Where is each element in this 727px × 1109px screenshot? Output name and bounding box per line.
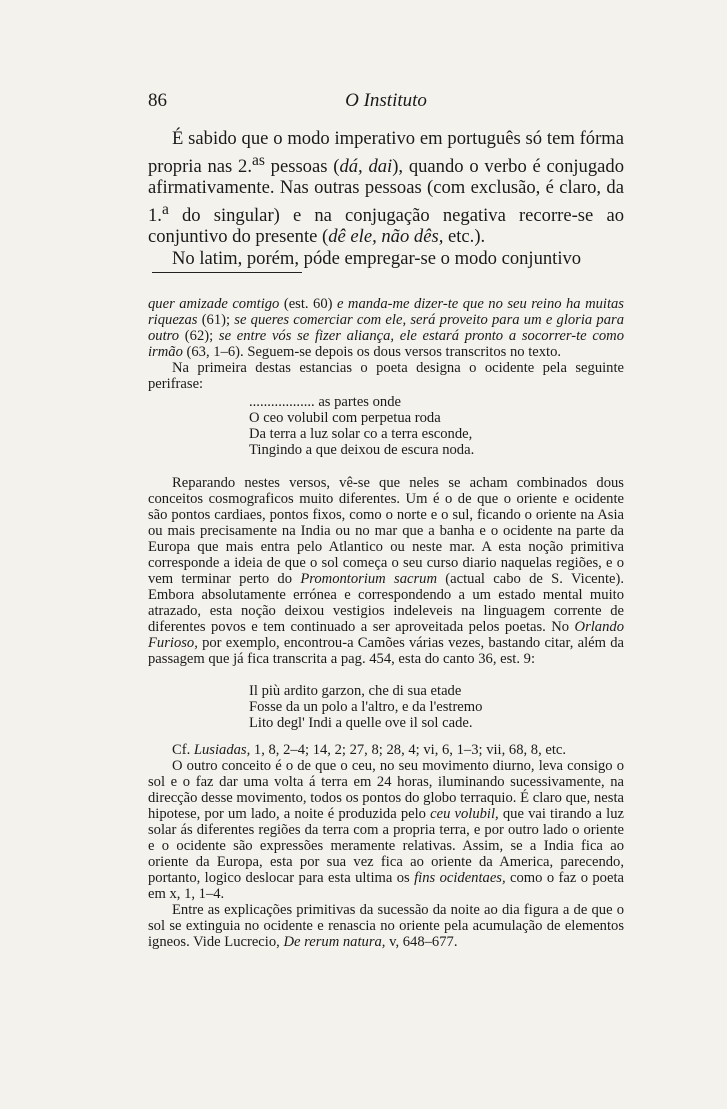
text-run: do singular) e na conjugação negativa recorre-se ao conjuntivo do presente ( xyxy=(148,204,624,248)
verse-line: Tingindo a que deixou de escura noda. xyxy=(249,442,475,458)
italic-text: se entre vós se fizer aliança, ele estará pronto a socorrer-te como irmão xyxy=(148,328,624,360)
running-header xyxy=(148,90,624,116)
footnote-separator xyxy=(152,272,302,273)
italic-text: e manda-me dizer-te que no seu reino ha muitas riquezas xyxy=(148,296,624,328)
verse-line: Da terra a luz solar co a terra esconde, xyxy=(249,426,473,442)
footnote-paragraph xyxy=(148,475,624,667)
italic-text: Orlando Furioso, xyxy=(148,619,624,651)
text-run: (est. 60) xyxy=(279,296,337,312)
footnote-paragraph xyxy=(148,758,624,902)
main-paragraph xyxy=(148,128,624,248)
text-run: v, 648–677. xyxy=(385,934,458,950)
footnote-paragraph xyxy=(148,742,624,758)
footnote-paragraph: Na primeira destas estancias o poeta designa o ocidente pela seguinte perifrase: xyxy=(148,360,624,392)
italic-text: De rerum natura, xyxy=(283,934,386,950)
text-run: (61); xyxy=(197,312,235,328)
italic-text: dá, dai xyxy=(339,155,393,177)
italic-text: se queres comerciar com ele, será proveito para um e gloria para outro xyxy=(148,312,624,344)
text-run: (62); xyxy=(179,328,219,344)
text-run: O outro conceito é o de que o ceu, no seu movimento diurno, leva consigo o sol e o faz dar uma volta á terra em 24 horas, iluminando sucessivamente, na direcção desse movimento, todos os pontos do globo terraquio. É claro que, nesta hipotese, por um lado, a noite é produzida pelo xyxy=(148,758,624,822)
verse-line: Il più ardito garzon, che di sua etade xyxy=(249,683,462,699)
text-run: Cf. xyxy=(172,742,194,758)
italic-text: ceu volubil, xyxy=(430,806,499,822)
main-paragraph: No latim, porém, póde empregar-se o modo conjuntivo xyxy=(172,247,582,269)
footnote-paragraph xyxy=(148,296,624,360)
text-run: (actual cabo de S. Vicente). Embora absolutamente errónea e correspondendo a um estado mental muito atrazado, esta noção deixou vestigios indeleveis na linguagem corrente de diferentes povos e tem continuado a ser aproveitada pelos poetas. No xyxy=(148,571,624,635)
verse-line: Fosse da un polo a l'altro, e da l'estremo xyxy=(249,699,483,715)
text-run: as xyxy=(251,151,265,169)
italic-text: dê ele, não dês, xyxy=(328,226,444,248)
text-run: Reparando nestes versos, vê-se que neles se acham combinados dous conceitos cosmograficos muito diferentes. Um é o de que o oriente e ocidente são pontos cardiaes, pontos fixos, como o norte e o sul, ficando o oriente na Asia ou mais precisamente na India ou no mar que a banha e o ocidente na parte da Europa que mais entra pelo Atlantico ou neste mar. A esta noção primitiva corresponde a ideia de que o sol começa o seu curso diario naquelas regiões, e o vem terminar perto do xyxy=(148,475,624,587)
footnote-paragraph xyxy=(148,902,624,950)
text-run: como o faz o poeta em x, 1, 1–4. xyxy=(148,870,624,902)
italic-text: Promontorium sacrum xyxy=(300,571,437,587)
text-run: pessoas ( xyxy=(264,155,340,177)
text-run: 1, 8, 2–4; 14, 2; 27, 8; 28, 4; vi, 6, 1–3; vii, 68, 8, etc. xyxy=(250,742,567,758)
verse-quote xyxy=(249,683,624,731)
page-number: 86 xyxy=(148,90,167,111)
verse-line: .................. as partes onde xyxy=(249,394,401,410)
italic-text: Lusiadas, xyxy=(193,742,251,758)
running-title: O Instituto xyxy=(345,90,427,111)
verse-line: Lito degl' Indi a quelle ove il sol cade. xyxy=(249,715,473,731)
italic-text: fins ocidentaes, xyxy=(414,870,506,886)
italic-text: quer amizade comtigo xyxy=(148,296,280,312)
text-run: etc.). xyxy=(443,226,486,248)
text-run: (63, 1–6). Seguem-se depois os dous versos transcritos no texto. xyxy=(182,344,562,360)
main-text xyxy=(148,128,624,269)
text-run: que vai tirando a luz solar ás diferentes regiões da terra com a propria terra, e por outro lado o oriente e o ocidente são expressões meramente relativas. Assim, se a India fica ao oriente da Europa, esta por sua vez fica ao oriente da America, parecendo, portanto, logico deslocar para esta ultima os xyxy=(148,806,624,886)
text-run: Entre as explicações primitivas da sucessão da noite ao dia figura a de que o sol se extinguia no ocidente e renascia no oriente pela acumulação de elementos igneos. Vide Lucrecio, xyxy=(148,902,624,950)
text-run: É sabido que o modo imperativo em portuguê​s só tem fórma propria nas 2. xyxy=(148,128,624,177)
text-run: a xyxy=(161,200,169,218)
text-run: por exemplo, encontrou-a Camões várias vezes, bastando citar, além da passagem que já fica transcrita a pag. 454, esta do canto 36, est. 9: xyxy=(148,635,624,667)
footnote-block xyxy=(148,296,624,950)
verse-line: O ceo volubil com perpetua roda xyxy=(249,410,441,426)
verse-quote xyxy=(249,394,624,458)
text-run: ), quando o verbo é conjugado afirmativamente. Nas outras pessoas (com exclusão, é claro, da 1. xyxy=(148,155,624,226)
